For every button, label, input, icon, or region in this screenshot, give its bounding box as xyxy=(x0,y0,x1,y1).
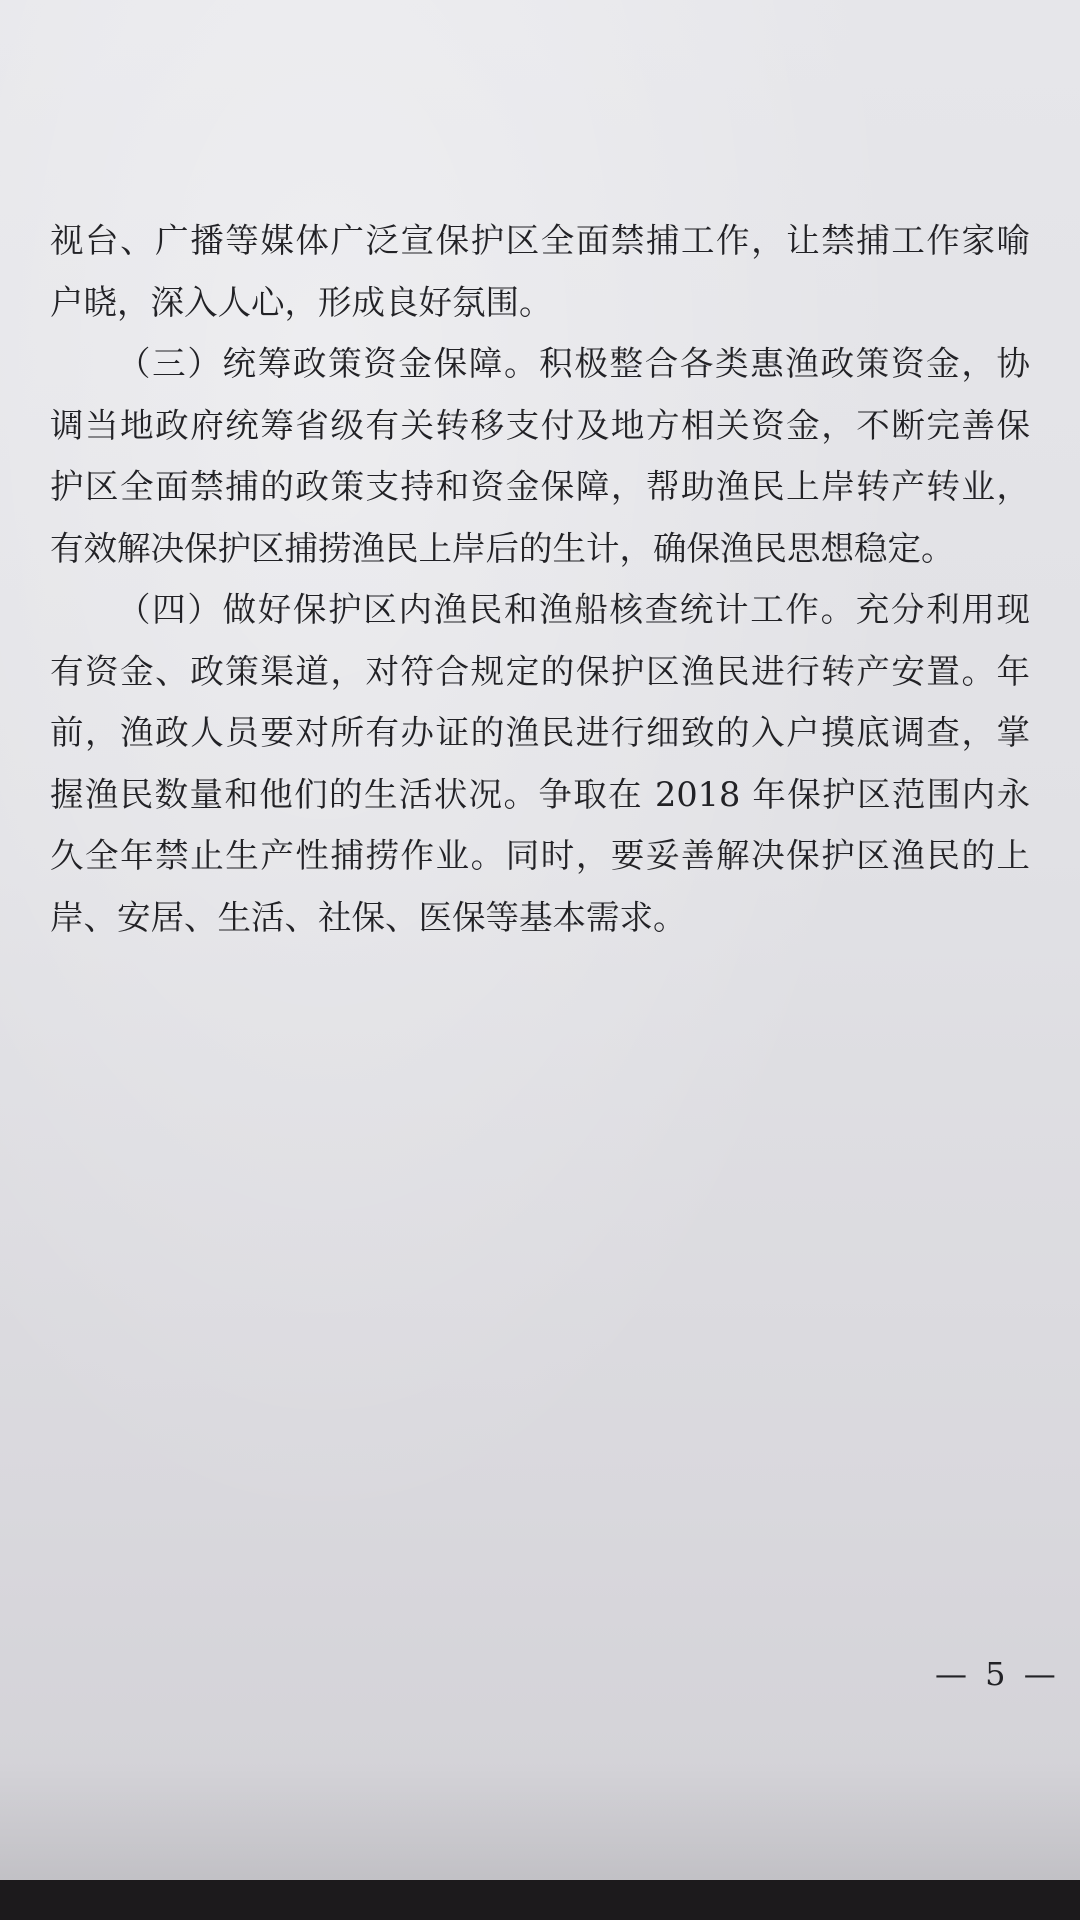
body-line-2: 户晓，深入人心，形成良好氛围。 xyxy=(50,282,553,322)
page-number: — 5 — xyxy=(935,1655,1060,1693)
body-line-6: 有效解决保护区捕捞渔民上岸后的生计，确保渔民思想稳定。 xyxy=(50,528,955,568)
section-4-heading-line: （四）做好保护区内渔民和渔船核查统计工作。充分利用现 xyxy=(117,590,1030,629)
document-body xyxy=(50,210,1030,948)
body-line-4: 调当地政府统筹省级有关转移支付及地方相关资金，不断完善保 xyxy=(50,405,1030,445)
body-line-10: 握渔民数量和他们的生活状况。争取在 2018 年保护区范围内永 xyxy=(50,774,1030,814)
section-3-heading-line: （三）统筹政策资金保障。积极整合各类惠渔政策资金，协 xyxy=(117,344,1030,383)
body-line-11: 久全年禁止生产性捕捞作业。同时，要妥善解决保护区渔民的上 xyxy=(50,836,1030,875)
body-line-5: 护区全面禁捕的政策支持和资金保障，帮助渔民上岸转产转业， xyxy=(50,467,1030,506)
dark-background-edge xyxy=(0,1880,1080,1920)
body-line-12: 岸、安居、生活、社保、医保等基本需求。 xyxy=(50,897,687,937)
body-line-9: 前，渔政人员要对所有办证的渔民进行细致的入户摸底调查，掌 xyxy=(50,713,1030,752)
body-line-8: 有资金、政策渠道，对符合规定的保护区渔民进行转产安置。年 xyxy=(50,651,1030,691)
body-line-1: 视台、广播等媒体广泛宣保护区全面禁捕工作，让禁捕工作家喻 xyxy=(50,221,1030,260)
